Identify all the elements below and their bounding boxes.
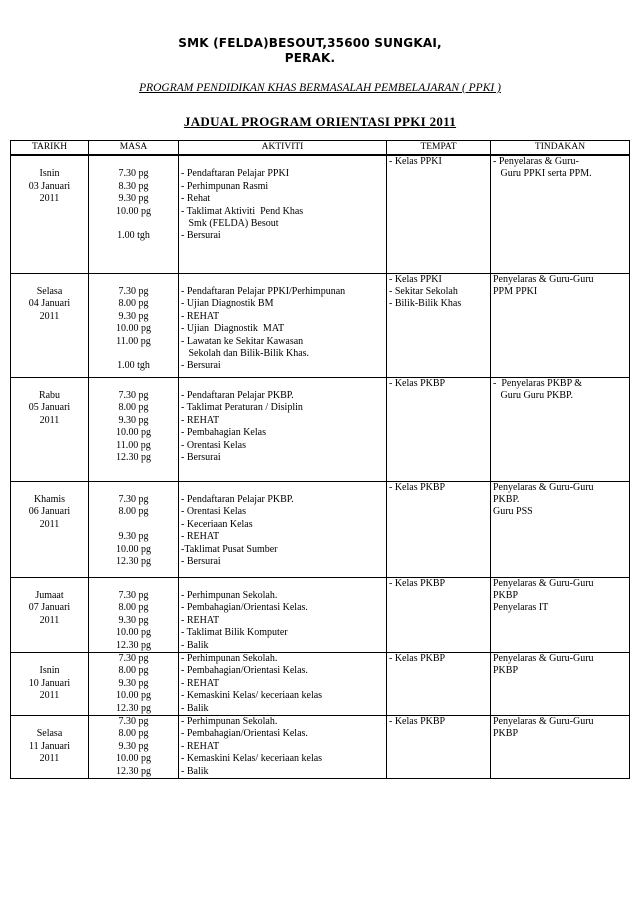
aktiviti-line: - REHAT xyxy=(181,414,220,426)
tarikh-line: 06 Januari xyxy=(28,506,71,518)
aktiviti-line: - REHAT xyxy=(181,614,220,626)
aktiviti-line: - Perhimpunan Sekolah. xyxy=(181,652,278,664)
tindakan-line: PKBP xyxy=(493,665,519,677)
cell-aktiviti xyxy=(179,273,387,377)
tarikh-line: 2011 xyxy=(39,193,60,205)
tarikh-line: Jumaat xyxy=(35,589,64,601)
schedule-table xyxy=(10,140,630,779)
cell-tarikh xyxy=(11,652,89,715)
table-row xyxy=(11,577,630,652)
aktiviti-line: - Bersurai xyxy=(181,451,221,463)
tempat-line: - Kelas PPKI xyxy=(389,156,442,167)
cell-tempat xyxy=(387,155,491,273)
masa-line: 7.30 pg xyxy=(118,652,149,664)
tarikh-line xyxy=(13,578,86,590)
masa-line: 7.30 pg xyxy=(118,168,149,180)
tindakan-line: Penyelaras & Guru-Guru xyxy=(493,577,594,589)
tindakan-line: Guru PPKI serta PPM. xyxy=(493,168,592,180)
tarikh-line xyxy=(13,156,86,168)
tarikh-line: 2011 xyxy=(39,518,60,530)
aktiviti-line: - Taklimat Aktiviti Pend Khas xyxy=(181,205,304,217)
tindakan-line: Guru Guru PKBP. xyxy=(493,389,574,401)
aktiviti-line: - Balik xyxy=(181,702,209,714)
table-row xyxy=(11,715,630,778)
aktiviti-line: - Pembahagian/Orientasi Kelas. xyxy=(181,602,308,614)
masa-line xyxy=(91,519,176,531)
cell-tindakan xyxy=(491,715,630,778)
cell-tindakan xyxy=(491,652,630,715)
aktiviti-line: - Pendaftaran Pelajar PPKI xyxy=(181,168,290,180)
cell-masa xyxy=(89,481,179,577)
cell-tindakan xyxy=(491,481,630,577)
schedule-body xyxy=(11,155,630,779)
tarikh-line: Selasa xyxy=(36,285,63,297)
cell-tindakan xyxy=(491,273,630,377)
masa-line: 12.30 pg xyxy=(116,555,151,567)
tarikh-line: 07 Januari xyxy=(28,602,71,614)
masa-line: 9.30 pg xyxy=(118,614,149,626)
aktiviti-line xyxy=(181,274,384,286)
tarikh-line: Isnin xyxy=(39,665,60,677)
masa-line: 7.30 pg xyxy=(118,715,149,727)
cell-masa xyxy=(89,715,179,778)
masa-line: 11.00 pg xyxy=(116,439,151,451)
masa-line xyxy=(91,578,176,590)
masa-line: 8.00 pg xyxy=(118,402,149,414)
masa-line: 8.00 pg xyxy=(118,506,149,518)
aktiviti-line: - Pendaftaran Pelajar PKBP. xyxy=(181,493,294,505)
tarikh-line: 04 Januari xyxy=(28,298,71,310)
school-name xyxy=(140,36,480,66)
aktiviti-line: - Pembahagian/Orientasi Kelas. xyxy=(181,728,308,740)
aktiviti-line: - REHAT xyxy=(181,677,220,689)
cell-aktiviti xyxy=(179,652,387,715)
tempat-line: - Kelas PPKI xyxy=(389,273,442,285)
masa-line: 9.30 pg xyxy=(118,193,149,205)
cell-tempat xyxy=(387,715,491,778)
tindakan-line: PPM PPKI xyxy=(493,285,538,297)
tempat-line: - Kelas PKBP xyxy=(389,652,446,664)
masa-line: 7.30 pg xyxy=(118,285,149,297)
cell-tarikh xyxy=(11,481,89,577)
aktiviti-line: - Taklimat Peraturan / Disiplin xyxy=(181,402,303,414)
masa-line: 8.00 pg xyxy=(118,298,149,310)
aktiviti-line xyxy=(181,578,384,590)
tarikh-line xyxy=(13,653,86,665)
masa-line: 12.30 pg xyxy=(116,765,151,777)
aktiviti-line: - Rehat xyxy=(181,193,211,205)
tindakan-line: - Penyelaras & Guru- xyxy=(493,156,579,167)
cell-aktiviti xyxy=(179,577,387,652)
masa-line: 12.30 pg xyxy=(116,639,151,651)
cell-aktiviti xyxy=(179,715,387,778)
cell-tarikh xyxy=(11,377,89,481)
aktiviti-line: - REHAT xyxy=(181,310,220,322)
column-header-masa: MASA xyxy=(89,141,179,156)
program-name: PROGRAM PENDIDIKAN KHAS BERMASALAH PEMBELAJARAN ( PPKI ) xyxy=(139,82,501,94)
masa-line: 9.30 pg xyxy=(118,310,149,322)
aktiviti-line: - Ujian Diagnostik MAT xyxy=(181,323,285,335)
tindakan-line: PKBP xyxy=(493,728,519,740)
masa-line: 8.00 pg xyxy=(118,728,149,740)
masa-line: 8.30 pg xyxy=(118,180,149,192)
tindakan-line: Guru PSS xyxy=(493,506,533,518)
aktiviti-line: - Taklimat Bilik Komputer xyxy=(181,627,288,639)
tarikh-line xyxy=(13,716,86,728)
masa-line: 10.00 pg xyxy=(116,323,151,335)
aktiviti-line: - Keceriaan Kelas xyxy=(181,518,253,530)
tindakan-line: Penyelaras & Guru-Guru xyxy=(493,715,594,727)
table-header-row xyxy=(11,141,630,156)
tarikh-line: 05 Januari xyxy=(28,402,71,414)
masa-line: 12.30 pg xyxy=(116,702,151,714)
cell-tindakan xyxy=(491,155,630,273)
masa-line: 9.30 pg xyxy=(118,740,149,752)
masa-line: 10.00 pg xyxy=(116,543,151,555)
masa-line: 11.00 pg xyxy=(116,335,151,347)
tarikh-line: Selasa xyxy=(36,728,63,740)
masa-line xyxy=(91,378,176,390)
table-row xyxy=(11,652,630,715)
tarikh-line: 2011 xyxy=(39,414,60,426)
tarikh-line: 2011 xyxy=(39,310,60,322)
tarikh-line: Isnin xyxy=(39,168,60,180)
tempat-line: - Kelas PKBP xyxy=(389,577,446,589)
tarikh-line xyxy=(13,378,86,390)
aktiviti-line: Sekolah dan Bilik-Bilik Khas. xyxy=(181,347,310,359)
tarikh-line xyxy=(13,482,86,494)
aktiviti-line: - Ujian Diagnostik BM xyxy=(181,298,274,310)
tarikh-line xyxy=(13,274,86,286)
aktiviti-line: - Pendaftaran Pelajar PKBP. xyxy=(181,389,294,401)
aktiviti-line: - REHAT xyxy=(181,531,220,543)
column-header-tarikh: TARIKH xyxy=(11,141,89,156)
aktiviti-line: - Balik xyxy=(181,639,209,651)
cell-tempat xyxy=(387,377,491,481)
aktiviti-line xyxy=(181,378,384,390)
masa-line: 7.30 pg xyxy=(118,389,149,401)
tarikh-line: 2011 xyxy=(39,690,60,702)
cell-masa xyxy=(89,377,179,481)
aktiviti-line: - Perhimpunan Sekolah. xyxy=(181,589,278,601)
tempat-line: - Kelas PKBP xyxy=(389,715,446,727)
aktiviti-line: - Pembahagian/Orientasi Kelas. xyxy=(181,665,308,677)
masa-line: 12.30 pg xyxy=(116,451,151,463)
cell-aktiviti xyxy=(179,481,387,577)
masa-line: 10.00 pg xyxy=(116,690,151,702)
tarikh-line: 11 Januari xyxy=(28,740,70,752)
masa-line: 1.00 tgh xyxy=(117,360,150,372)
masa-line: 9.30 pg xyxy=(118,531,149,543)
masa-line: 8.00 pg xyxy=(118,602,149,614)
aktiviti-line: - Pendaftaran Pelajar PPKI/Perhimpunan xyxy=(181,285,346,297)
aktiviti-line: - REHAT xyxy=(181,740,220,752)
tindakan-line: Penyelaras & Guru-Guru xyxy=(493,481,594,493)
cell-tarikh xyxy=(11,715,89,778)
masa-line xyxy=(91,156,176,168)
cell-masa xyxy=(89,577,179,652)
cell-tarikh xyxy=(11,273,89,377)
tempat-line: - Kelas PKBP xyxy=(389,481,446,493)
aktiviti-line: - Balik xyxy=(181,765,209,777)
tarikh-line: 2011 xyxy=(39,753,60,765)
cell-tempat xyxy=(387,652,491,715)
cell-tarikh xyxy=(11,155,89,273)
tarikh-line: 10 Januari xyxy=(28,677,71,689)
masa-line: 1.00 tgh xyxy=(117,230,150,242)
school-line-1: SMK (FELDA)BESOUT,35600 SUNGKAI, xyxy=(178,36,442,50)
schedule-title: JADUAL PROGRAM ORIENTASI PPKI 2011 xyxy=(183,114,457,129)
cell-tempat xyxy=(387,577,491,652)
tarikh-line: Rabu xyxy=(38,389,61,401)
tindakan-line: PKBP. xyxy=(493,493,520,505)
table-row xyxy=(11,155,630,273)
table-row xyxy=(11,273,630,377)
cell-masa xyxy=(89,155,179,273)
aktiviti-line: - Kemaskini Kelas/ keceriaan kelas xyxy=(181,690,323,702)
masa-line xyxy=(91,218,176,230)
tempat-line: - Kelas PKBP xyxy=(389,377,446,389)
cell-tindakan xyxy=(491,577,630,652)
tindakan-line: Penyelaras IT xyxy=(493,602,549,614)
table-row xyxy=(11,481,630,577)
column-header-tindakan: TINDAKAN xyxy=(491,141,630,156)
cell-tempat xyxy=(387,273,491,377)
masa-line xyxy=(91,348,176,360)
cell-masa xyxy=(89,273,179,377)
tarikh-line: 2011 xyxy=(39,614,60,626)
tindakan-line: Penyelaras & Guru-Guru xyxy=(493,273,594,285)
aktiviti-line: Smk (FELDA) Besout xyxy=(181,218,279,230)
tempat-line: - Bilik-Bilik Khas xyxy=(389,298,462,310)
masa-line: 10.00 pg xyxy=(116,205,151,217)
tindakan-line: PKBP xyxy=(493,589,519,601)
cell-tarikh xyxy=(11,577,89,652)
aktiviti-line: - Bersurai xyxy=(181,360,221,372)
masa-line: 10.00 pg xyxy=(116,627,151,639)
masa-line: 9.30 pg xyxy=(118,677,149,689)
aktiviti-line: - Kemaskini Kelas/ keceriaan kelas xyxy=(181,753,323,765)
aktiviti-line: - Perhimpunan Sekolah. xyxy=(181,715,278,727)
masa-line: 8.00 pg xyxy=(118,665,149,677)
masa-line xyxy=(91,482,176,494)
tempat-line: - Sekitar Sekolah xyxy=(389,285,458,297)
aktiviti-line: - Perhimpunan Rasmi xyxy=(181,180,269,192)
aktiviti-line xyxy=(181,482,384,494)
aktiviti-line: - Orentasi Kelas xyxy=(181,506,246,518)
aktiviti-line: -Taklimat Pusat Sumber xyxy=(181,543,278,555)
aktiviti-line: - Pembahagian Kelas xyxy=(181,427,266,439)
aktiviti-line: - Orentasi Kelas xyxy=(181,439,246,451)
cell-tempat xyxy=(387,481,491,577)
aktiviti-line: - Lawatan ke Sekitar Kawasan xyxy=(181,335,304,347)
table-row xyxy=(11,377,630,481)
school-line-2: PERAK. xyxy=(284,51,336,65)
masa-line: 10.00 pg xyxy=(116,753,151,765)
aktiviti-line: - Bersurai xyxy=(181,230,221,242)
masa-line: 10.00 pg xyxy=(116,427,151,439)
aktiviti-line: - Bersurai xyxy=(181,555,221,567)
cell-aktiviti xyxy=(179,155,387,273)
tarikh-line: Khamis xyxy=(33,493,66,505)
column-header-aktiviti: AKTIVITI xyxy=(179,141,387,156)
column-header-tempat: TEMPAT xyxy=(387,141,491,156)
tindakan-line: - Penyelaras PKBP & xyxy=(493,377,583,389)
masa-line xyxy=(91,274,176,286)
tarikh-line: 03 Januari xyxy=(28,180,71,192)
masa-line: 7.30 pg xyxy=(118,493,149,505)
aktiviti-line xyxy=(181,156,384,168)
masa-line: 7.30 pg xyxy=(118,589,149,601)
cell-masa xyxy=(89,652,179,715)
tindakan-line: Penyelaras & Guru-Guru xyxy=(493,652,594,664)
cell-tindakan xyxy=(491,377,630,481)
masa-line: 9.30 pg xyxy=(118,414,149,426)
cell-aktiviti xyxy=(179,377,387,481)
